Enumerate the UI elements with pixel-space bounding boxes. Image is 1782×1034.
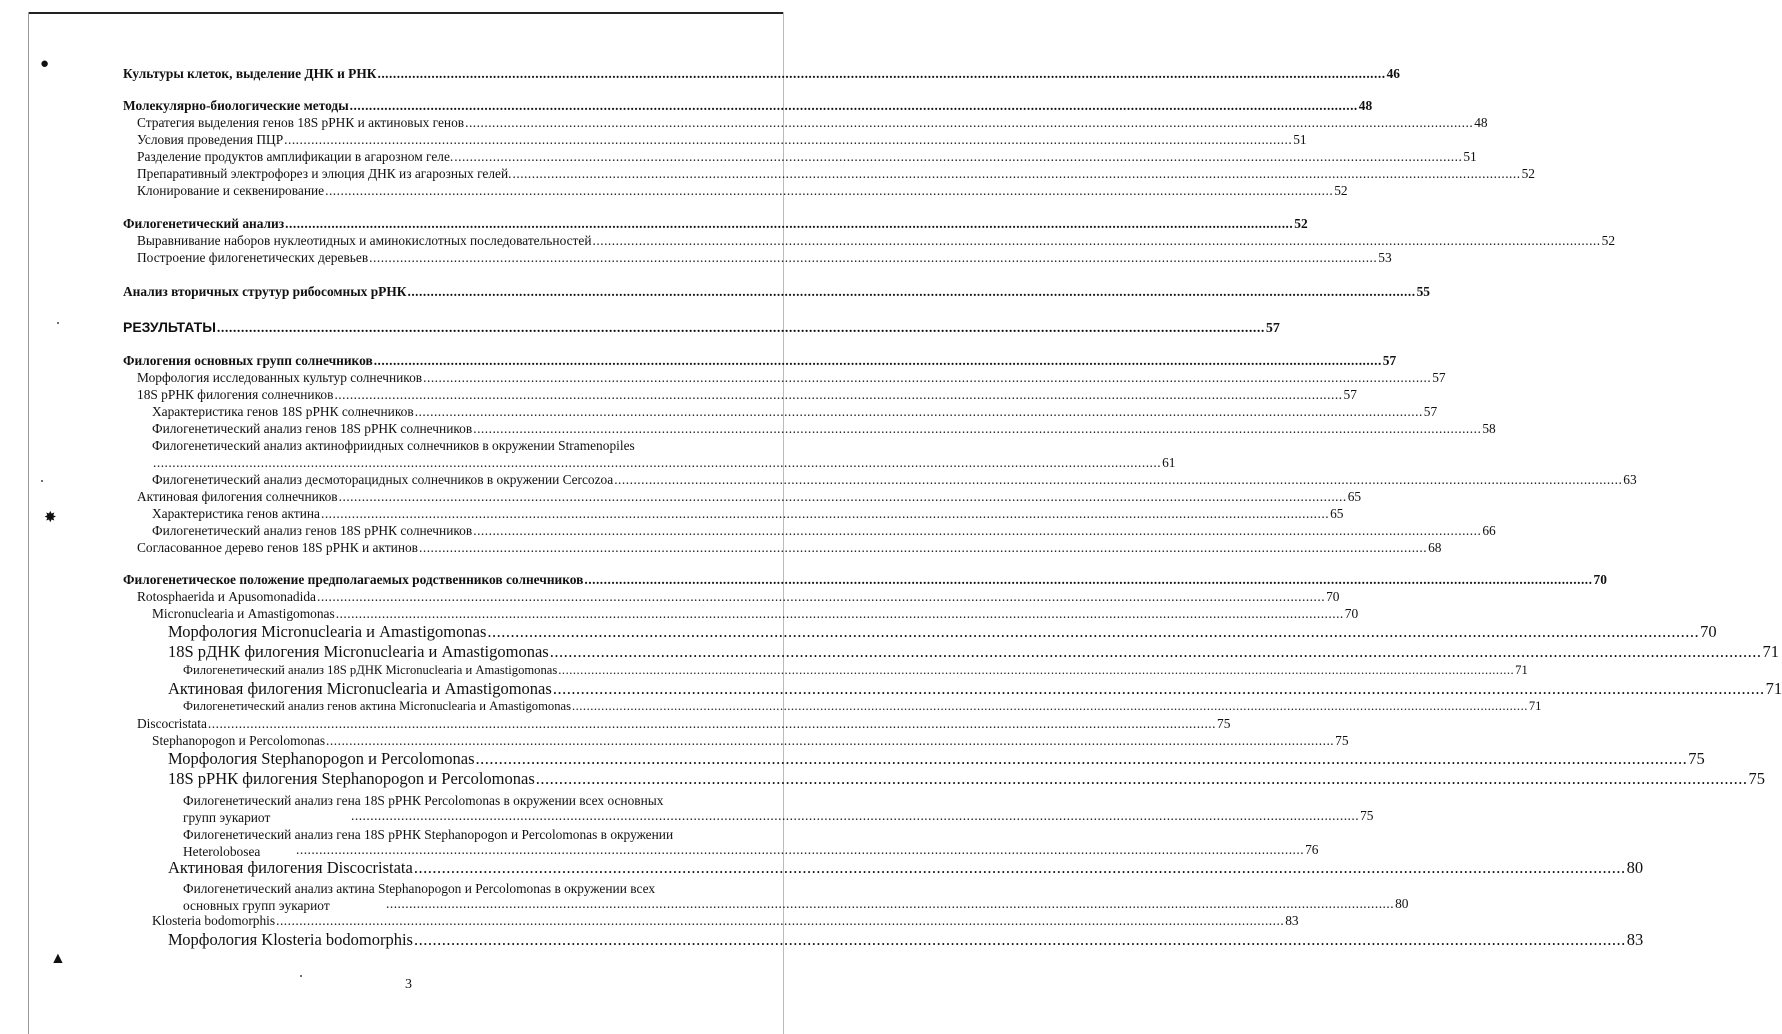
toc-entry[interactable]: 18S рДНК филогения Micronuclearia и Amastigomonas ..... 71 [168,644,693,661]
toc-entry[interactable]: Discocristata ..... 75 [137,717,693,730]
toc-entry[interactable]: Характеристика генов 18S рРНК солнечников ..... 57 [152,405,693,418]
toc-entry[interactable]: Актиновая филогения Micronuclearia и Amastigomonas ..... 71 [168,681,693,698]
toc-entry[interactable]: Филогенетический анализ десмоторацидных солнечников в окружении Cercozoa ..... 63 [152,473,692,486]
toc-entry[interactable]: Построение филогенетических деревьев ..... 53 [137,251,693,264]
toc-entry[interactable]: Филогения основных групп солнечников ..... 57 [123,354,693,367]
toc-entry[interactable]: Актиновая филогения Discocristata ..... 80 [168,860,693,877]
toc-entry-wrapped[interactable]: Филогенетический анализ гена 18S рРНК Stephanopogon и Percolomonas в окружении Heterolobosea [183,827,674,859]
toc-entry[interactable]: Морфология исследованных культур солнечников ..... 57 [137,371,693,384]
toc-section-heading[interactable]: РЕЗУЛЬТАТЫ ..... 57 [123,320,693,336]
toc-entry-wrapped[interactable]: Филогенетический анализ актина Stephanopogon и Percolomonas в окружении всех основных групп эукариот [183,881,656,913]
toc-entry[interactable]: Филогенетический анализ генов актина Micronuclearia и Amastigomonas ..... 71 [183,700,693,713]
toc-entry[interactable]: Согласованное дерево генов 18S рРНК и актинов ..... 68 [137,541,693,554]
toc-entry[interactable]: Филогенетический анализ генов 18S рРНК солнечников ..... 66 [152,524,693,537]
toc-entry[interactable]: Молекулярно-биологические методы ..... 48 [123,99,693,112]
toc-entry[interactable]: Филогенетический анализ 18S рДНК Micronuclearia и Amastigomonas ..... 71 [183,664,693,677]
toc-entry[interactable]: 18S рРНК филогения Stephanopogon и Percolomonas ..... 75 [168,771,693,788]
toc-entry[interactable]: Культуры клеток, выделение ДНК и РНК ..... 46 [123,67,693,80]
toc-entry[interactable]: Морфология Stephanopogon и Percolomonas ..... 75 [168,751,693,768]
toc-entry[interactable]: Морфология Micronuclearia и Amastigomonas ..... 70 [168,624,693,641]
toc-entry-line1[interactable]: Филогенетический анализ актинофриидных солнечников в окружении Stramenopiles [152,438,635,453]
toc-entry[interactable]: Филогенетический анализ генов 18S рРНК солнечников ..... 58 [152,422,693,435]
toc-entry[interactable]: Условия проведения ПЦР ..... 51 [137,133,693,146]
toc-entry[interactable]: Препаративный электрофорез и элюция ДНК из агарозных гелей. ..... 52 [137,167,693,180]
toc-entry[interactable]: Rotosphaerida и Apusomonadida ..... 70 [137,590,693,603]
toc-entry-continuation[interactable]: ..... 61 [152,456,693,469]
ink-blot: ▲ [50,950,66,967]
toc-entry-continuation[interactable]: ..... 76 [295,843,693,856]
ink-blot: ✸ [44,510,57,526]
toc-entry[interactable]: Stephanopogon и Percolomonas ..... 75 [152,734,693,747]
toc-entry[interactable]: Micronuclearia и Amastigomonas ..... 70 [152,607,693,620]
toc-entry[interactable]: Klosteria bodomorphis ..... 83 [152,914,693,927]
toc-entry[interactable]: Анализ вторичных струтур рибосомных рРНК ..... 55 [123,285,693,298]
toc-entry[interactable]: Клонирование и секвенирование ..... 52 [137,184,693,197]
toc-entry-continuation[interactable]: ..... 80 [385,897,693,910]
toc-entry[interactable]: Актиновая филогения солнечников ..... 65 [137,490,693,503]
toc-entry[interactable]: Филогенетическое положение предполагаемых родственников солнечников ..... 70 [123,573,693,586]
toc-entry[interactable]: Стратегия выделения генов 18S рРНК и актиновых генов ..... 48 [137,116,693,129]
toc-entry[interactable]: Филогенетический анализ ..... 52 [123,217,693,230]
toc-entry[interactable]: Характеристика генов актина ..... 65 [152,507,693,520]
toc-entry[interactable]: Разделение продуктов амплификации в агарозном геле. ..... 51 [137,150,693,163]
toc-entry[interactable]: Морфология Klosteria bodomorphis ..... 83 [168,932,693,949]
toc-entry-continuation[interactable]: ..... 75 [350,809,693,822]
ink-blot: ● [40,56,50,72]
page-number: 3 [405,977,412,992]
toc-entry[interactable]: Выравнивание наборов нуклеотидных и аминокислотных последовательностей ..... 52 [137,234,693,247]
toc-entry-wrapped[interactable]: Филогенетический анализ гена 18S рРНК Percolomonas в окружении всех основных групп эукариот [183,793,664,825]
toc-entry[interactable]: 18S рРНК филогения солнечников ..... 57 [137,388,693,401]
